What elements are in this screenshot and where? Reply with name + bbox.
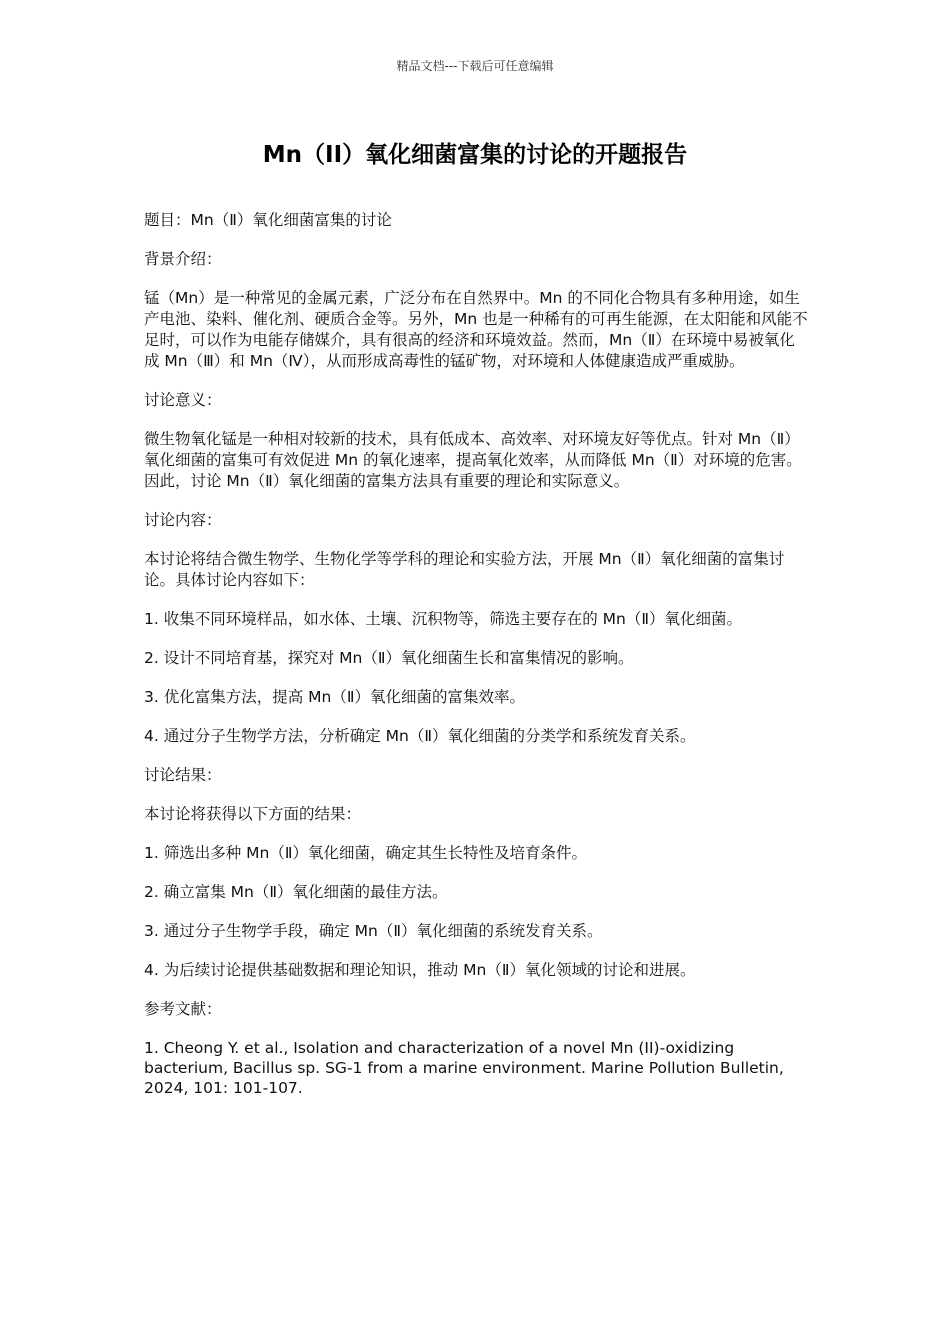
section-heading-references: 参考文献： [144, 1000, 222, 1018]
section-heading-background: 背景介绍： [144, 250, 222, 268]
section-heading-results: 讨论结果： [144, 766, 222, 784]
background-paragraph: 锰（Mn）是一种常见的金属元素，广泛分布在自然界中。Mn 的不同化合物具有多种用途，如生产电池、染料、催化剂、硬质合金等。另外，Mn 也是一种稀有的可再生能源，在太阳能和风能不足时，可以作为电能存储媒介，具有很高的经济和环境效益。然而，Mn（Ⅱ）在环境中易被氧化成 Mn（Ⅲ）和 Mn（Ⅳ），从而形成高毒性的锰矿物，对环境和人体健康造成严重威胁。 [144, 289, 808, 370]
result-item-2: 2. 确立富集 Mn（Ⅱ）氧化细菌的最佳方法。 [144, 883, 448, 901]
content-item-4: 4. 通过分子生物学方法，分析确定 Mn（Ⅱ）氧化细菌的分类学和系统发育关系。 [144, 727, 696, 745]
header-note: 精品文档---下载后可任意编辑 [396, 59, 554, 73]
document-title: Mn（II）氧化细菌富集的讨论的开题报告 [262, 142, 688, 168]
significance-paragraph: 微生物氧化锰是一种相对较新的技术，具有低成本、高效率、对环境友好等优点。针对 Mn（Ⅱ）氧化细菌的富集可有效促进 Mn 的氧化速率，提高氧化效率，从而降低 Mn（Ⅱ）对环境的危害。因此，讨论 Mn（Ⅱ）氧化细菌的富集方法具有重要的理论和实际意义。 [144, 430, 802, 490]
content-intro-paragraph: 本讨论将结合微生物学、生物化学等学科的理论和实验方法，开展 Mn（Ⅱ）氧化细菌的富集讨论。具体讨论内容如下： [144, 550, 785, 589]
reference-item-1: 1. Cheong Y. et al., Isolation and characterization of a novel Mn (II)-oxidizing bacterium, Bacillus sp. SG-1 from a marine environment. Marine Pollution Bulletin, 2024, 101: 101-107. [144, 1039, 784, 1097]
document-body [144, 210, 808, 1116]
results-intro-paragraph: 本讨论将获得以下方面的结果： [144, 805, 362, 823]
content-item-3: 3. 优化富集方法，提高 Mn（Ⅱ）氧化细菌的富集效率。 [144, 688, 525, 706]
topic-line: 题目：Mn（Ⅱ）氧化细菌富集的讨论 [144, 211, 392, 229]
content-item-1: 1. 收集不同环境样品，如水体、土壤、沉积物等，筛选主要存在的 Mn（Ⅱ）氧化细菌。 [144, 610, 742, 628]
section-heading-content: 讨论内容： [144, 511, 222, 529]
section-heading-significance: 讨论意义： [144, 391, 222, 409]
result-item-1: 1. 筛选出多种 Mn（Ⅱ）氧化细菌，确定其生长特性及培育条件。 [144, 844, 587, 862]
result-item-3: 3. 通过分子生物学手段，确定 Mn（Ⅱ）氧化细菌的系统发育关系。 [144, 922, 603, 940]
result-item-4: 4. 为后续讨论提供基础数据和理论知识，推动 Mn（Ⅱ）氧化领域的讨论和进展。 [144, 961, 696, 979]
content-item-2: 2. 设计不同培育基，探究对 Mn（Ⅱ）氧化细菌生长和富集情况的影响。 [144, 649, 634, 667]
